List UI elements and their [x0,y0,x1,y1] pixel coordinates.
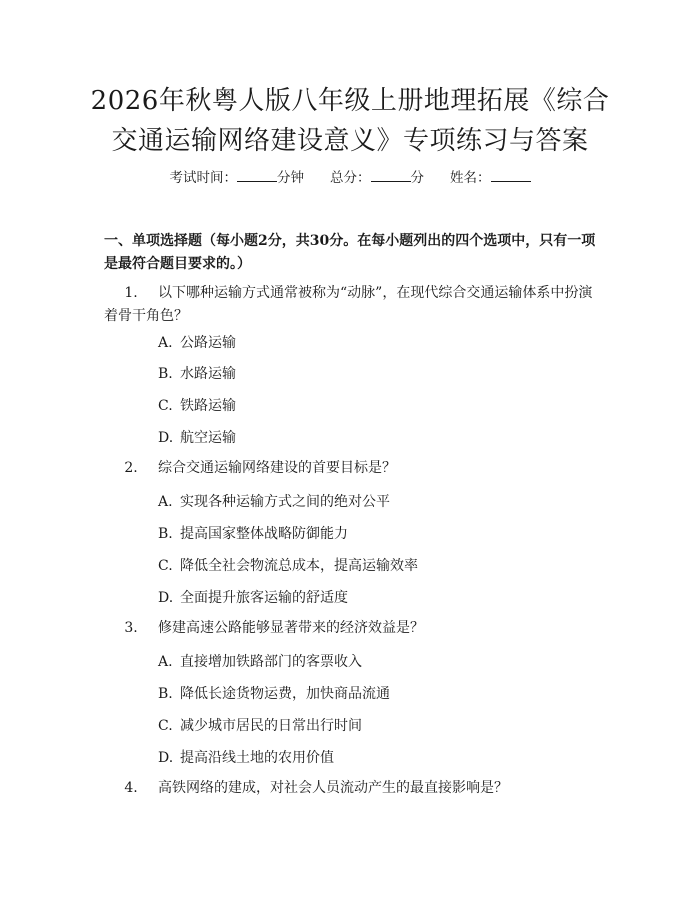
question-2 [104,457,604,480]
question-2-option-d [158,588,348,608]
question-2-option-a [158,492,390,512]
option-text: 降低长途货物运费，加快商品流通 [180,686,390,702]
question-number: 3. [124,620,138,636]
question-text: 高铁网络的建成，对社会人员流动产生的最直接影响是？ [158,780,508,796]
time-blank [237,168,277,182]
question-text: 以下哪种运输方式通常被称为“动脉”，在现代综合交通运输体系中扮演 [158,285,593,301]
option-letter: A. [158,654,173,670]
option-text: 降低全社会物流总成本，提高运输效率 [180,558,418,574]
question-1-option-b [158,364,236,384]
option-letter: D. [158,750,174,766]
option-text: 水路运输 [180,366,236,382]
option-text: 实现各种运输方式之间的绝对公平 [180,494,390,510]
question-1-option-a [158,333,236,353]
option-letter: C. [158,718,173,734]
question-3-option-a [158,652,362,672]
section-heading-line-1: 一、单项选择题（每小题2分，共30分。在每小题列出的四个选项中，只有一项 [104,233,596,249]
option-letter: A. [158,335,173,351]
score-blank [371,168,411,182]
question-number: 1. [124,285,138,301]
score-label: 总分： [330,170,371,186]
question-2-option-c [158,556,418,576]
question-3 [104,617,604,640]
option-text: 减少城市居民的日常出行时间 [180,718,362,734]
question-3-option-d [158,748,334,768]
question-2-option-b [158,524,348,544]
name-blank [491,168,531,182]
option-letter: D. [158,590,174,606]
question-1-option-d [158,428,236,448]
section-heading-line-2: 是最符合题目要求的。） [104,256,251,272]
score-unit: 分 [410,170,424,186]
question-1-continued: 着骨干角色？ [104,308,188,324]
exam-meta-line [0,168,700,188]
document-title-line-1: 2026年秋粤人版八年级上册地理拓展《综合 [90,86,610,116]
document-title-line-2: 交通运输网络建设意义》专项练习与答案 [111,126,589,156]
option-letter: A. [158,494,173,510]
option-text: 全面提升旅客运输的舒适度 [180,590,348,606]
option-letter: B. [158,366,173,382]
question-3-option-b [158,684,390,704]
option-text: 提高国家整体战略防御能力 [180,526,348,542]
question-4 [104,777,604,800]
option-text: 提高沿线土地的农用价值 [180,750,334,766]
name-label: 姓名： [450,170,491,186]
time-label: 考试时间： [169,170,237,186]
option-text: 直接增加铁路部门的客票收入 [180,654,362,670]
question-text: 综合交通运输网络建设的首要目标是？ [158,460,396,476]
option-letter: B. [158,686,173,702]
option-letter: C. [158,558,173,574]
question-number: 2. [124,460,138,476]
question-3-option-c [158,716,362,736]
option-text: 铁路运输 [180,398,236,414]
option-letter: C. [158,398,173,414]
question-number: 4. [124,780,138,796]
option-text: 航空运输 [180,430,236,446]
time-unit: 分钟 [277,170,304,186]
question-1-option-c [158,396,236,416]
option-text: 公路运输 [180,335,236,351]
option-letter: B. [158,526,173,542]
question-1 [104,282,604,305]
option-letter: D. [158,430,174,446]
question-text: 修建高速公路能够显著带来的经济效益是？ [158,620,424,636]
